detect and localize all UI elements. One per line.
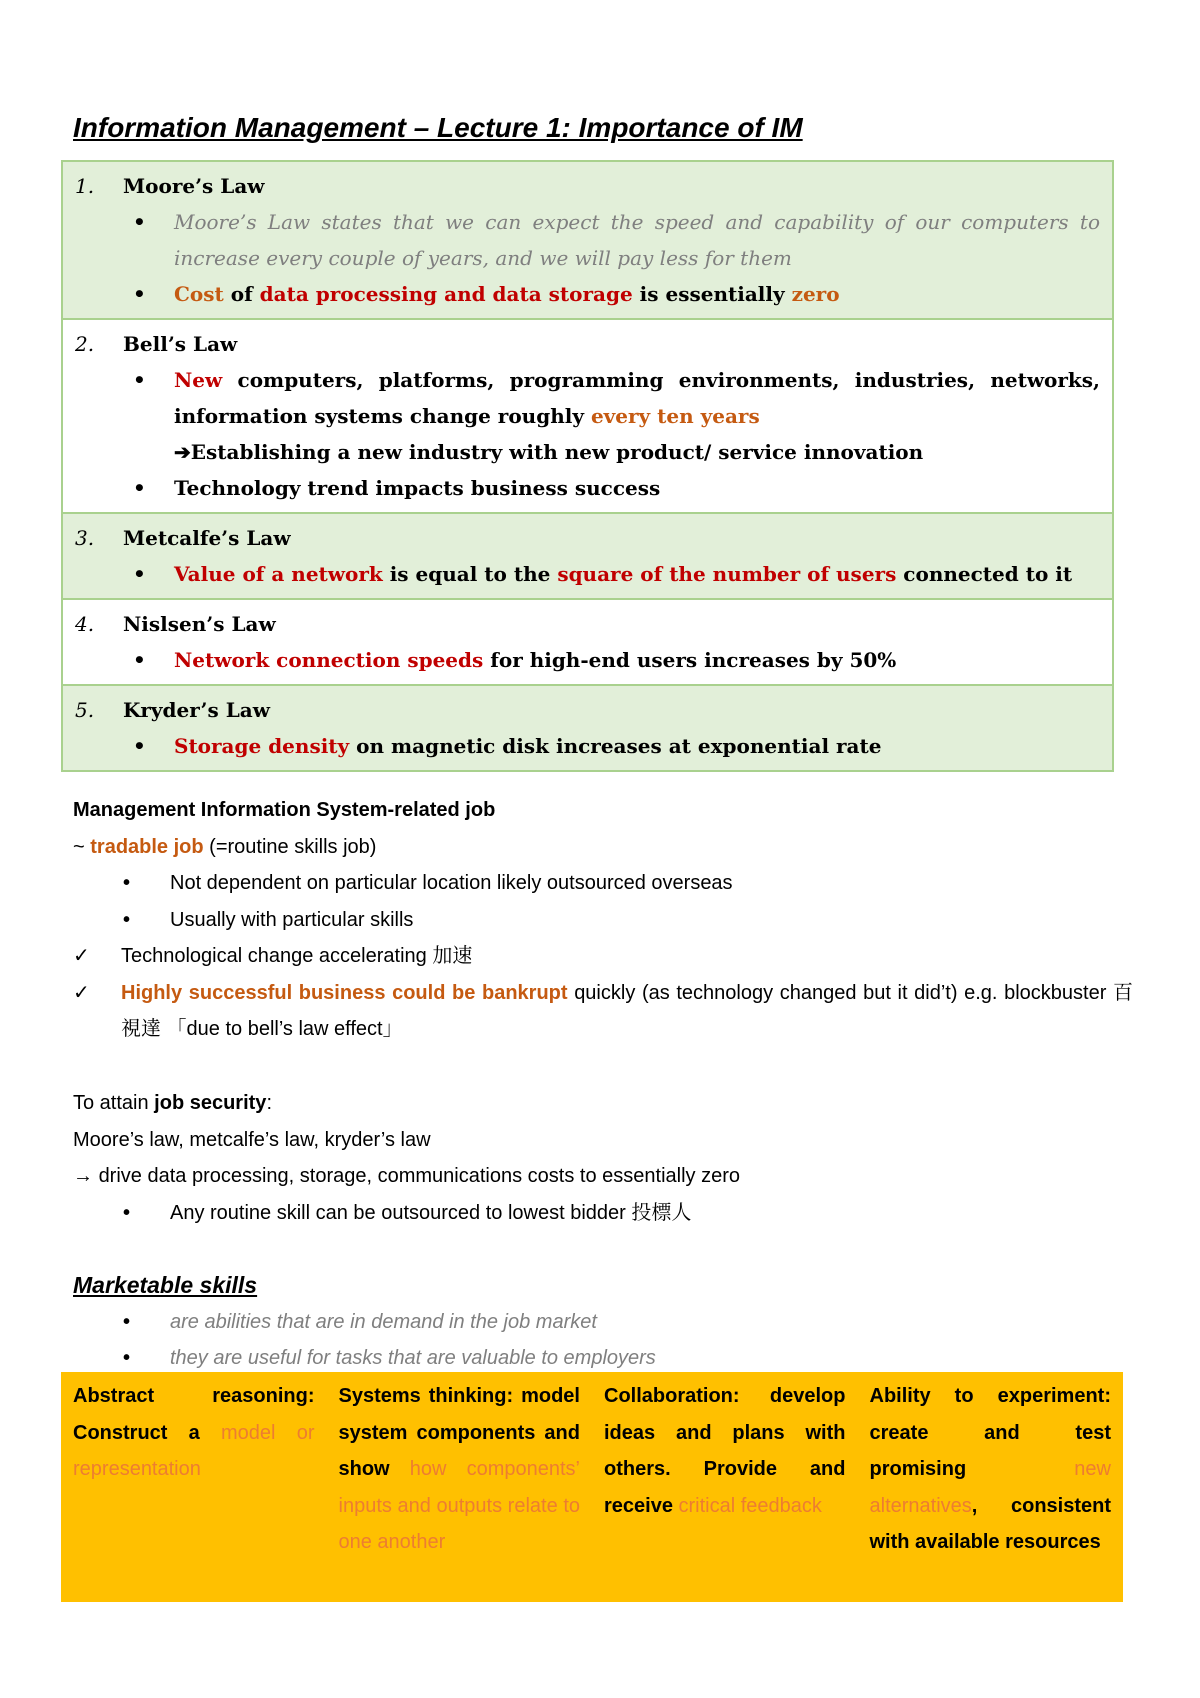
highlight-text: data processing and data storage [259, 282, 633, 306]
highlight-text: Storage density [174, 734, 350, 758]
body-text: of [223, 282, 260, 306]
body-text: Establishing a new industry with new product/ service innovation [190, 440, 924, 464]
skill-text: Abstract reasoning: Construct a [73, 1385, 315, 1444]
checkmark-icon: ✓ [73, 945, 90, 967]
job-security-section [73, 1085, 1133, 1231]
bullet-icon: • [123, 1310, 131, 1333]
body-text: ~ [73, 835, 91, 858]
bullet-icon: • [133, 648, 146, 672]
marketable-skills-section [73, 1267, 1133, 1377]
bullet-icon: • [133, 210, 146, 234]
law-number: 2. [75, 332, 95, 356]
skill-text: Systems thinking: model system components and show [338, 1385, 580, 1480]
skills-row [61, 1372, 1123, 1602]
law-row-metcalfe [62, 513, 1113, 599]
law-name: Bell’s Law [123, 332, 238, 356]
highlight-text: every ten years [590, 404, 760, 428]
skill-text: Ability to experiment: create and test promising [869, 1385, 1111, 1480]
skill-highlight: critical feedback [678, 1494, 822, 1517]
bullet-icon: • [123, 872, 131, 894]
body-text: on magnetic disk increases at exponential rate [349, 734, 882, 758]
body-text: quickly (as technology changed but it did’t) e.g. blockbuster 百視達 「due to bell’s law effect」 [121, 981, 1133, 1040]
law-name: Kryder’s Law [123, 698, 270, 722]
skill-text: , consistent with available resources [869, 1494, 1111, 1553]
skill-systems-thinking [327, 1372, 593, 1602]
highlight-text: job security [154, 1092, 267, 1114]
bullet-icon: • [123, 908, 131, 931]
skill-text: Collaboration: develop ideas and plans with others. Provide and receive [604, 1385, 846, 1517]
bullet-icon: • [133, 562, 146, 586]
bullet-icon: • [133, 368, 146, 392]
law-number: 1. [75, 174, 95, 198]
highlight-text: Cost [174, 282, 224, 306]
arrow-icon: → [73, 1165, 93, 1187]
checkmark-icon: ✓ [73, 981, 90, 1004]
body-text: they are useful for tasks that are valuable to employers [170, 1347, 656, 1369]
skill-collaboration [592, 1372, 858, 1602]
law-name: Moore’s Law [123, 174, 265, 198]
law-name: Nislsen’s Law [123, 612, 276, 636]
body-text: are abilities that are in demand in the job market [170, 1310, 597, 1333]
highlight-text: square of the number of users [557, 562, 897, 586]
bullet-icon: • [133, 282, 146, 306]
skill-abstract-reasoning [61, 1372, 327, 1602]
skill-highlight: model or representation [73, 1421, 315, 1480]
highlight-text: Value of a network [174, 562, 383, 586]
skills-table [61, 1372, 1123, 1602]
bullet-icon: • [123, 1201, 131, 1224]
page-title: Information Management – Lecture 1: Importance of IM [73, 112, 803, 143]
highlight-text: Network connection speeds [174, 648, 484, 672]
body-text: To attain [73, 1092, 155, 1114]
section-heading: Management Information System-related job [73, 799, 496, 821]
body-text: is equal to the [382, 562, 558, 586]
highlight-text: New [174, 368, 223, 392]
arrow-icon: ➔ [174, 440, 191, 464]
bullet-icon: • [133, 476, 146, 500]
body-text: drive data processing, storage, communications costs to essentially zero [98, 1165, 740, 1187]
law-name: Metcalfe’s Law [123, 526, 291, 550]
law-row-kryder [62, 685, 1113, 771]
law-row-moore [62, 161, 1113, 319]
highlight-text: tradable job [90, 835, 204, 858]
body-text: connected to it [896, 562, 1073, 586]
skill-highlight: new alternatives [869, 1458, 1111, 1517]
body-text: for high-end users increases by 50% [483, 648, 897, 672]
section-heading: Marketable skills [73, 1272, 258, 1298]
highlight-text: zero [791, 282, 840, 306]
law-number: 3. [75, 526, 95, 550]
law-description: Moore’s Law states that we can expect the speed and capability of our computers to increase every couple of years, and we will pay less for them [174, 210, 1100, 270]
law-row-bell [62, 319, 1113, 513]
law-row-nielsen [62, 599, 1113, 685]
body-text: : [266, 1092, 272, 1114]
law-number: 5. [75, 698, 95, 722]
highlight-text: Highly successful business could be bankrupt [121, 981, 568, 1004]
body-text: Technological change accelerating 加速 [121, 945, 473, 967]
laws-table [61, 160, 1114, 772]
body-text: Any routine skill can be outsourced to lowest bidder 投標人 [170, 1201, 692, 1224]
body-text: Technology trend impacts business success [174, 476, 661, 500]
skill-experiment [858, 1372, 1124, 1602]
body-text: is essentially [632, 282, 792, 306]
body-text: (=routine skills job) [203, 835, 377, 858]
body-text: Usually with particular skills [170, 908, 414, 931]
mis-section [73, 792, 1133, 1048]
law-number: 4. [75, 612, 95, 636]
body-text: Not dependent on particular location likely outsourced overseas [170, 872, 733, 894]
body-text: Moore’s law, metcalfe’s law, kryder’s law [73, 1128, 431, 1151]
body-text: computers, platforms, programming environments, industries, networks, information systems change roughly [174, 368, 1100, 428]
skill-highlight: how components’ inputs and outputs relate to one another [338, 1458, 580, 1553]
bullet-icon: • [133, 734, 146, 758]
bullet-icon: • [123, 1347, 131, 1369]
